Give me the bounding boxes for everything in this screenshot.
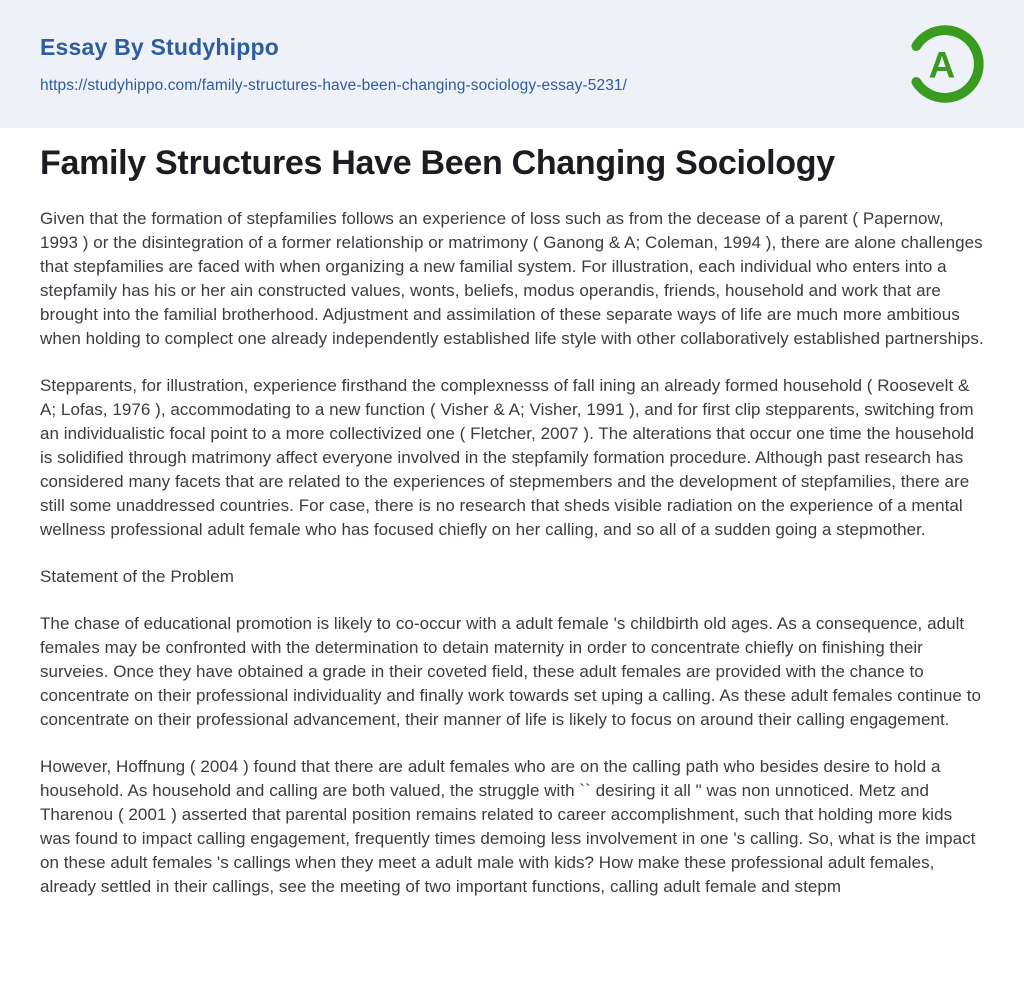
essay-title: Family Structures Have Been Changing Sociology bbox=[40, 144, 835, 182]
essay-paragraph: The chase of educational promotion is likely to co-occur with a adult female 's childbirth old ages. As a consequence, adult females may be confronted with the determination to detain maternity in order to concentrate chiefly on finishing their surveies. Once they have obtained a grade in their coveted field, these adult females are provided with the chance to concentrate on their professional individuality and finally work towards set uping a calling. As these adult females continue to concentrate on their professional advancement, their manner of life is likely to focus on around their calling engagement. bbox=[40, 614, 981, 730]
studyhippo-logo-icon bbox=[904, 23, 986, 105]
logo-letter: A bbox=[928, 44, 956, 86]
essay-paragraph: Given that the formation of stepfamilies follows an experience of loss such as from the decease of a parent ( Papernow, 1993 ) or the disintegration of a former relationship or matrimony ( Ganong & A; Coleman, 1994 ), there are alone challenges that stepfamilies are faced with when organizing a new familial system. For illustration, each individual who enters into a stepfamily has his or her ain constructed values, wonts, beliefs, modus operandis, friends, household and work that are brought into the familial brotherhood. Adjustment and assimilation of these separate ways of life are much more ambitious when holding to complect one already independently established life style with other collaboratively established partnerships. bbox=[40, 209, 984, 349]
essay-article bbox=[0, 143, 1024, 982]
page-header bbox=[0, 0, 1024, 128]
site-title: Essay By Studyhippo bbox=[40, 33, 279, 60]
essay-paragraph: Stepparents, for illustration, experience firsthand the complexnesss of fall ining an already formed household ( Roosevelt & A; Lofas, 1976 ), accommodating to a new function ( Visher & A; Visher, 1991 ), and for first clip stepparents, switching from an individualistic focal point to a more collectivized one ( Fletcher, 2007 ). The alterations that occur one time the household is solidified through matrimony affect everyone involved in the stepfamily formation procedure. Although past research has considered many facets that are related to the experiences of stepmembers and the development of stepfamilies, there are still some unaddressed countries. For case, there is no research that sheds visible radiation on the experience of a mental wellness professional adult female who has focused chiefly on her calling, and so all of a sudden going a stepmother. bbox=[40, 376, 975, 540]
header-text-block bbox=[40, 34, 627, 95]
essay-url-link[interactable]: https://studyhippo.com/family-structures-have-been-changing-sociology-essay-5231/ bbox=[40, 76, 628, 94]
section-heading: Statement of the Problem bbox=[40, 567, 234, 587]
essay-paragraph: However, Hoffnung ( 2004 ) found that there are adult females who are on the calling path who besides desire to hold a household. As household and calling are both valued, the struggle with `` desiring it all " was non unnoticed. Metz and Tharenou ( 2001 ) asserted that parental position remains related to career accomplishment, such that holding more kids was found to impact calling engagement, frequently times demoing less involvement in one 's calling. So, what is the impact on these adult females 's callings when they meet a adult male with kids? How make these professional adult females, already settled in their callings, see the meeting of two important functions, calling adult female and stepm bbox=[40, 757, 976, 897]
